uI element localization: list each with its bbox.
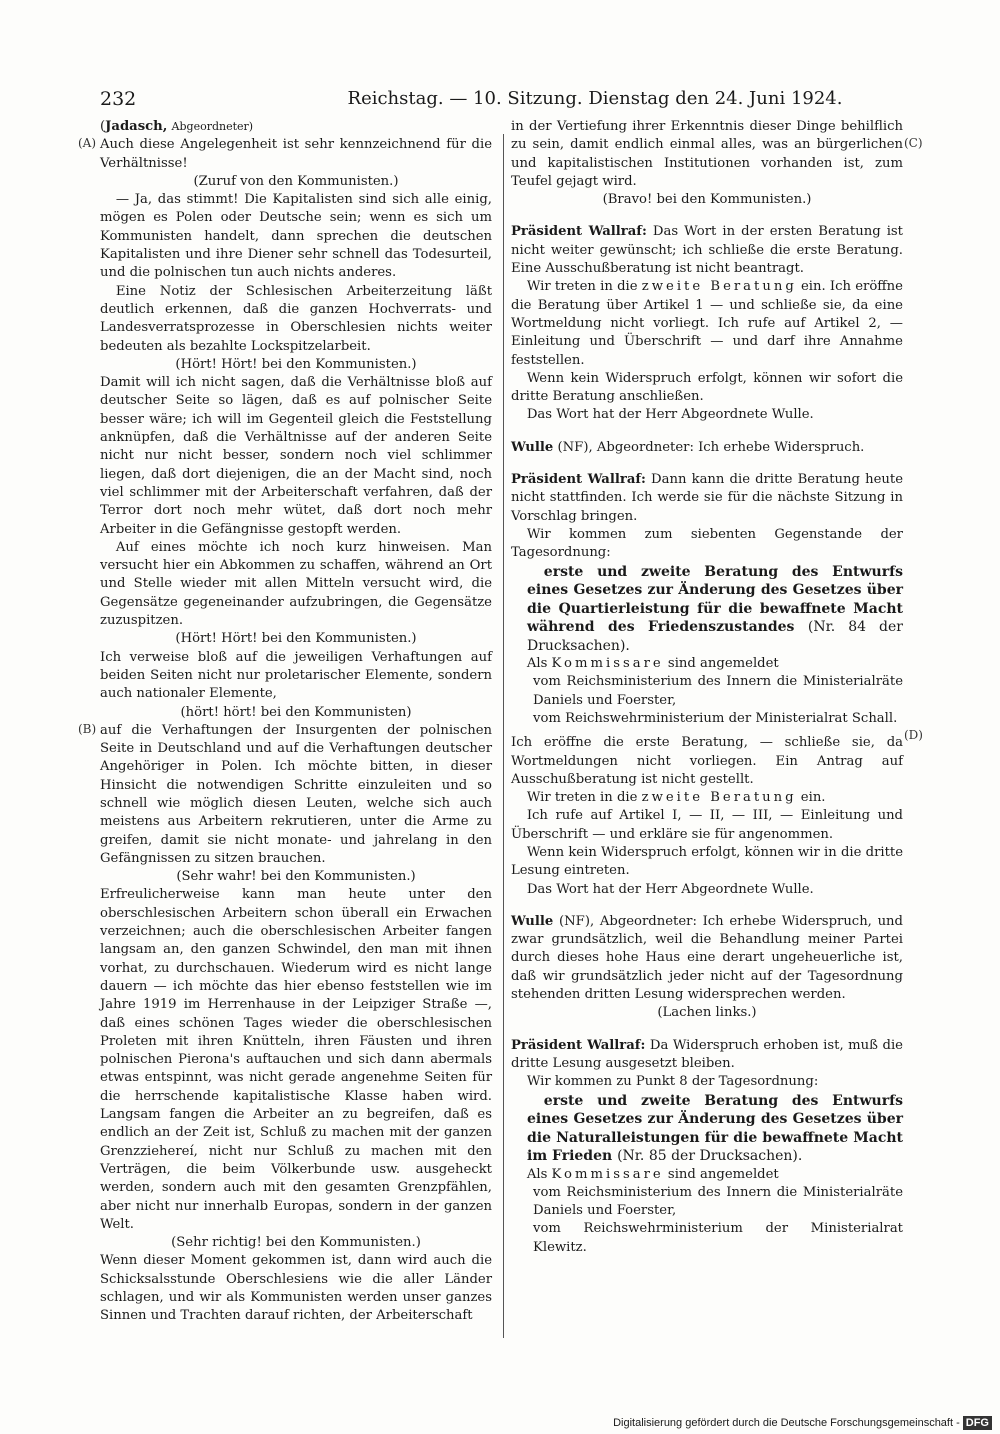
speaker-name: Präsident Wallraf: [511, 224, 647, 240]
paragraph: — Ja, das stimmt! Die Kapitalisten sind sich alle einig, mögen es Polen oder Deutsche sein; wenn es sich um Kommunisten handelt, dann sprechen die deutschen Kapitalisten und ihre Diener sehr schnell das Todesurteil, und die polnischen tun auch nichts anderes. [100, 192, 492, 281]
left-column [100, 118, 492, 1326]
commissioners-line [511, 655, 903, 673]
paragraph: Eine Notiz der Schlesischen Arbeiterzeitung läßt deutlich erkennen, daß die ganzen Hochverrats- und Landesverratsprozesse in Oberschlesien nichts weiter bedeuten als bezahlte Lockspitzelarbeit. [100, 283, 492, 354]
spaced-emphasis: zweite Beratung [641, 279, 797, 295]
paragraph: auf die Verhaftungen der Insurgenten der polnischen Seite in Deutschland und auf die Verhaftungen deutscher Angehöriger in Polen. Ich möchte bitten, in dieser Hinsicht die notwendigen Schritte einzuleiten und so schnell wie möglich diesen Leuten, welche sich auch meistens aus Arbeitern rekrutieren, unter die Arme zu greifen, damit sie nicht monate- und jahrelang in den Gefängnissen zu sitzen brauchen. [100, 722, 492, 866]
paragraph: Das Wort hat der Herr Abgeordnete Wulle. [526, 881, 814, 897]
paragraph: Wir kommen zu Punkt 8 der Tagesordnung: [526, 1074, 819, 1090]
text-span: Als [526, 656, 548, 672]
footer-text: Digitalisierung gefördert durch die Deutsche Forschungsgemeinschaft - [613, 1417, 960, 1429]
speaker-role: Abgeordneter) [171, 120, 254, 133]
agenda-item-title [511, 1092, 903, 1166]
agenda-ref: (Nr. 84 der Drucksachen). [527, 619, 903, 654]
paragraph: Wenn dieser Moment gekommen ist, dann wird auch die Schicksalsstunde Oberschlesiens wie die aller Länder schlagen, und wir als Kommunisten werden unser ganzes Sinnen und Trachten darauf richten, der Arbeiterschaft [100, 1253, 492, 1324]
interjection: (Hört! Hört! bei den Kommunisten.) [175, 356, 417, 372]
speaker-name: Jadasch, [105, 119, 168, 134]
agenda-item-title [511, 563, 903, 656]
interjection: (Lachen links.) [657, 1005, 757, 1021]
speaker-line: (Jadasch, Abgeordneter) [100, 119, 254, 134]
wulle-statement [511, 913, 903, 1004]
commissioner: vom Reichswehrministerium der Ministerialrat Klewitz. [533, 1221, 903, 1255]
paragraph [511, 789, 903, 807]
speaker-name: Präsident Wallraf: [511, 1037, 646, 1053]
text-span: ein. Ich eröffne die Beratung über Artikel 1 — und schließe sie, da eine Wortmeldung nicht vorliegt. Ich rufe auf Artikel 2, — Einleitung und Überschrift — und darf ihre Annahme feststellen. [511, 279, 903, 368]
page-header [100, 88, 920, 114]
running-head: Reichstag. — 10. Sitzung. Dienstag den 24. Juni 1924. [347, 88, 843, 109]
interjection: (Sehr wahr! bei den Kommunisten.) [176, 869, 416, 885]
speaker-name: Präsident Wallraf: [511, 472, 646, 488]
paragraph: Erfreulicherweise kann man heute unter den oberschlesischen Arbeitern schon überall ein Erwachen verzeichnen; auch die oberschlesischen Arbeiter fangen langsam an, den ganzen Schwindel, den man mit ihnen vorhat, zu durchschauen. Wiederum wird es nicht lange dauern — ich möchte das hier ebenso feststellen wie im Jahre 1919 im Herrenhause in der Leipziger Straße —, daß eines schönen Tages wieder die oberschlesischen Proleten mit ihren Knütteln, ihren Fäusten und ihren polnischen Pierona's auftauchen und sich dann abermals etwas entspinnt, was nicht gerade angenehme Seiten für die herrschende kapitalistische Klasse haben wird. Langsam fangen die Arbeiter an zu begreifen, daß es endlich an der Zeit ist, Schluß zu machen mit der ganzen Grenzziehereí, nicht nur Schluß zu machen mit den Verträgen, die beim Völkerbunde usw. ausgeheckt werden, sondern auch mit den gesamten Grenzpfählen, aber nicht nur innerhalb Europas, sondern in der ganzen Welt. [100, 887, 492, 1232]
paragraph: in der Vertiefung ihrer Erkenntnis dieser Dinge behilflich zu sein, damit endlich einmal alles, was an bürgerlichen und kapitalistischen Institutionen vorhanden ist, zum Teufel gejagt wird. [511, 119, 903, 189]
commissioner: vom Reichsministerium des Innern die Ministerialräte Daniels und Foerster, [533, 1184, 903, 1219]
president-statement [511, 471, 903, 526]
footer-credit [613, 1416, 992, 1430]
page-number: 232 [100, 88, 137, 110]
statement-text: (NF), Abgeordneter: Ich erhebe Widerspruch, und zwar grundsätzlich, weil die Behandlung meiner Partei durch dieses hohe Haus eine derart ungeheuerliche ist, daß wir grundsätzlich jeder nicht auf der Tagesordnung stehenden dritten Lesung widersprechen werden. [511, 913, 903, 1003]
paragraph: Wir kommen zum siebenten Gegenstande der Tagesordnung: [511, 526, 903, 561]
margin-marker-b: (B) [78, 722, 97, 736]
speaker-name: Wulle [511, 913, 554, 929]
text-span: Wir treten in die [526, 790, 638, 806]
paragraph: Ich eröffne die erste Beratung, — schließe sie, da Wortmeldungen nicht vorliegen. Ein Antrag auf Ausschußberatung ist nicht gestellt. [511, 735, 903, 787]
paragraph: Ich rufe auf Artikel I, — II, — III, — Einleitung und Überschrift — und erkläre sie für angenommen. [511, 808, 903, 842]
agenda-title-text: erste und zweite Beratung des Entwurfs eines Gesetzes zur Änderung des Gesetzes über die Quartierleistung für die bewaffnete Macht während des Friedenszustandes [527, 563, 903, 636]
paragraph: Ich verweise bloß auf die jeweiligen Verhaftungen auf beiden Seiten nicht nur proletarischer Elemente, sondern auch nationaler Elemente, [100, 649, 492, 702]
dfg-logo: DFG [963, 1416, 992, 1430]
column-divider [503, 134, 504, 1338]
right-column [511, 118, 903, 1257]
interjection: (Zuruf von den Kommunisten.) [193, 173, 399, 189]
interjection: (Sehr richtig! bei den Kommunisten.) [171, 1235, 421, 1251]
speaker-name: Wulle [511, 439, 554, 455]
president-statement [511, 1037, 903, 1074]
statement-text: (NF), Abgeordneter: Ich erhebe Widerspruch. [557, 439, 865, 455]
text-span: Als [526, 1166, 548, 1182]
spaced-emphasis: Kommissare [551, 656, 664, 672]
paragraph: Auf eines möchte ich noch kurz hinweisen. Man versucht hier ein Abkommen zu schaffen, während an Ort und Stelle wieder mit allen Mitteln versucht wird, die Gegensätze gegeneinander aufzubringen, die Gegensätze zuzuspitzen. [100, 539, 492, 629]
commissioners-line [511, 1166, 903, 1184]
margin-marker-c: (C) [904, 136, 923, 150]
paragraph: Wenn kein Widerspruch erfolgt, können wir sofort die dritte Beratung anschließen. [511, 370, 903, 405]
spaced-emphasis: Kommissare [551, 1166, 664, 1182]
president-statement [511, 223, 903, 278]
paragraph: Auch diese Angelegenheit ist sehr kennzeichnend für die Verhältnisse! [100, 137, 492, 171]
spaced-emphasis: zweite Beratung [641, 790, 797, 806]
margin-marker-d: (D) [904, 728, 923, 742]
statement-text: Da Widerspruch erhoben ist, muß die dritte Lesung ausgesetzt bleiben. [511, 1037, 903, 1071]
interjection: (Hört! Hört! bei den Kommunisten.) [175, 631, 417, 647]
wulle-statement [511, 439, 903, 457]
margin-marker-a: (A) [78, 136, 97, 150]
paragraph: Das Wort hat der Herr Abgeordnete Wulle. [526, 407, 814, 423]
paragraph: Damit will ich nicht sagen, daß die Verhältnisse bloß auf deutscher Seite so lägen, daß es auf polnischer Seite besser wäre; ich will im Gegenteil gleich die Feststellung anknüpfen, daß die Verhältnisse auf der anderen Seite nicht nur nicht besser, sondern noch viel schlimmer liegen, daß dort diejenigen, die an der Macht sind, noch viel schlimmer mit der Arbeiterschaft verfahren, daß der Terror dort noch mehr wütet, daß dort noch mehr Arbeiter in die Gefängnisse gestopft werden. [100, 375, 492, 537]
text-span: sind angemeldet [667, 1166, 779, 1182]
statement-text: Dann kann die dritte Beratung heute nicht stattfinden. Ich werde sie für die nächste Sitzung in Vorschlag bringen. [511, 472, 903, 524]
commissioner: vom Reichswehrministerium der Ministerialrat Schall. [533, 710, 898, 726]
commissioner: vom Reichsministerium des Innern die Ministerialräte Daniels und Foerster, [533, 674, 903, 708]
text-span: ein. [800, 790, 826, 806]
interjection: (hört! hört! bei den Kommunisten) [180, 704, 412, 720]
agenda-ref: (Nr. 85 der Drucksachen). [617, 1148, 803, 1165]
text-span: Wir treten in die [526, 279, 638, 295]
text-span: sind angemeldet [667, 656, 779, 672]
agenda-title-text: erste und zweite Beratung des Entwurfs eines Gesetzes zur Änderung des Gesetzes über die Naturalleistungen für die bewaffnete Macht im Frieden [527, 1092, 903, 1165]
statement-text: Das Wort in der ersten Beratung ist nicht weiter gewünscht; ich schließe die erste Beratung. Eine Ausschußberatung ist nicht beantragt. [511, 224, 903, 277]
paragraph [511, 278, 903, 369]
paragraph: Wenn kein Widerspruch erfolgt, können wir in die dritte Lesung eintreten. [511, 845, 903, 879]
interjection: (Bravo! bei den Kommunisten.) [602, 192, 812, 208]
